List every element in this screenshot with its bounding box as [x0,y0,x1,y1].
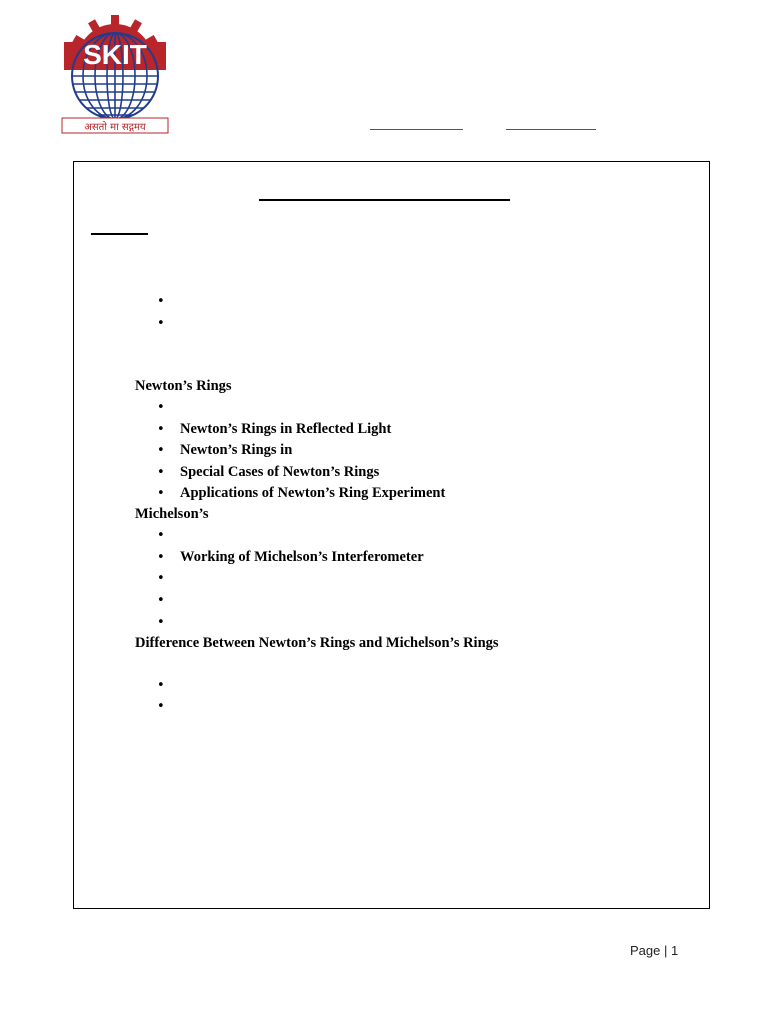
subtitle-underline [91,233,148,235]
bullet: • [157,422,165,437]
list-item: Applications of Newton’s Ring Experiment [180,485,446,501]
list-item: Special Cases of Newton’s Rings [180,464,380,480]
skit-logo [58,14,172,136]
bullet: • [157,400,165,415]
bullet: • [157,316,165,331]
header-field-1 [370,129,463,131]
list-item: Working of Michelson’s Interferometer [180,549,424,565]
skit-logo-graphic [58,14,172,136]
title-underline [259,199,510,201]
bullet: • [157,486,165,501]
page-number: Page | 1 [630,943,679,958]
bullet: • [157,528,165,543]
header-field-2 [506,129,596,131]
section-heading: Michelson’s [135,506,209,522]
bullet: • [157,465,165,480]
bullet: • [157,593,165,608]
section-heading: Newton’s Rings [135,378,232,394]
bullet: • [157,571,165,586]
logo-motto: असतो मा सद्गमय [84,122,146,133]
bullet: • [157,699,165,714]
logo-acronym: SKIT [83,39,147,70]
section-heading: Difference Between Newton’s Rings and Michelson’s Rings [135,635,499,651]
bullet: • [157,443,165,458]
bullet: • [157,615,165,630]
bullet: • [157,678,165,693]
bullet: • [157,550,165,565]
bullet: • [157,294,165,309]
list-item: Newton’s Rings in Reflected Light [180,421,392,437]
content-frame [73,161,710,909]
list-item: Newton’s Rings in [180,442,293,458]
